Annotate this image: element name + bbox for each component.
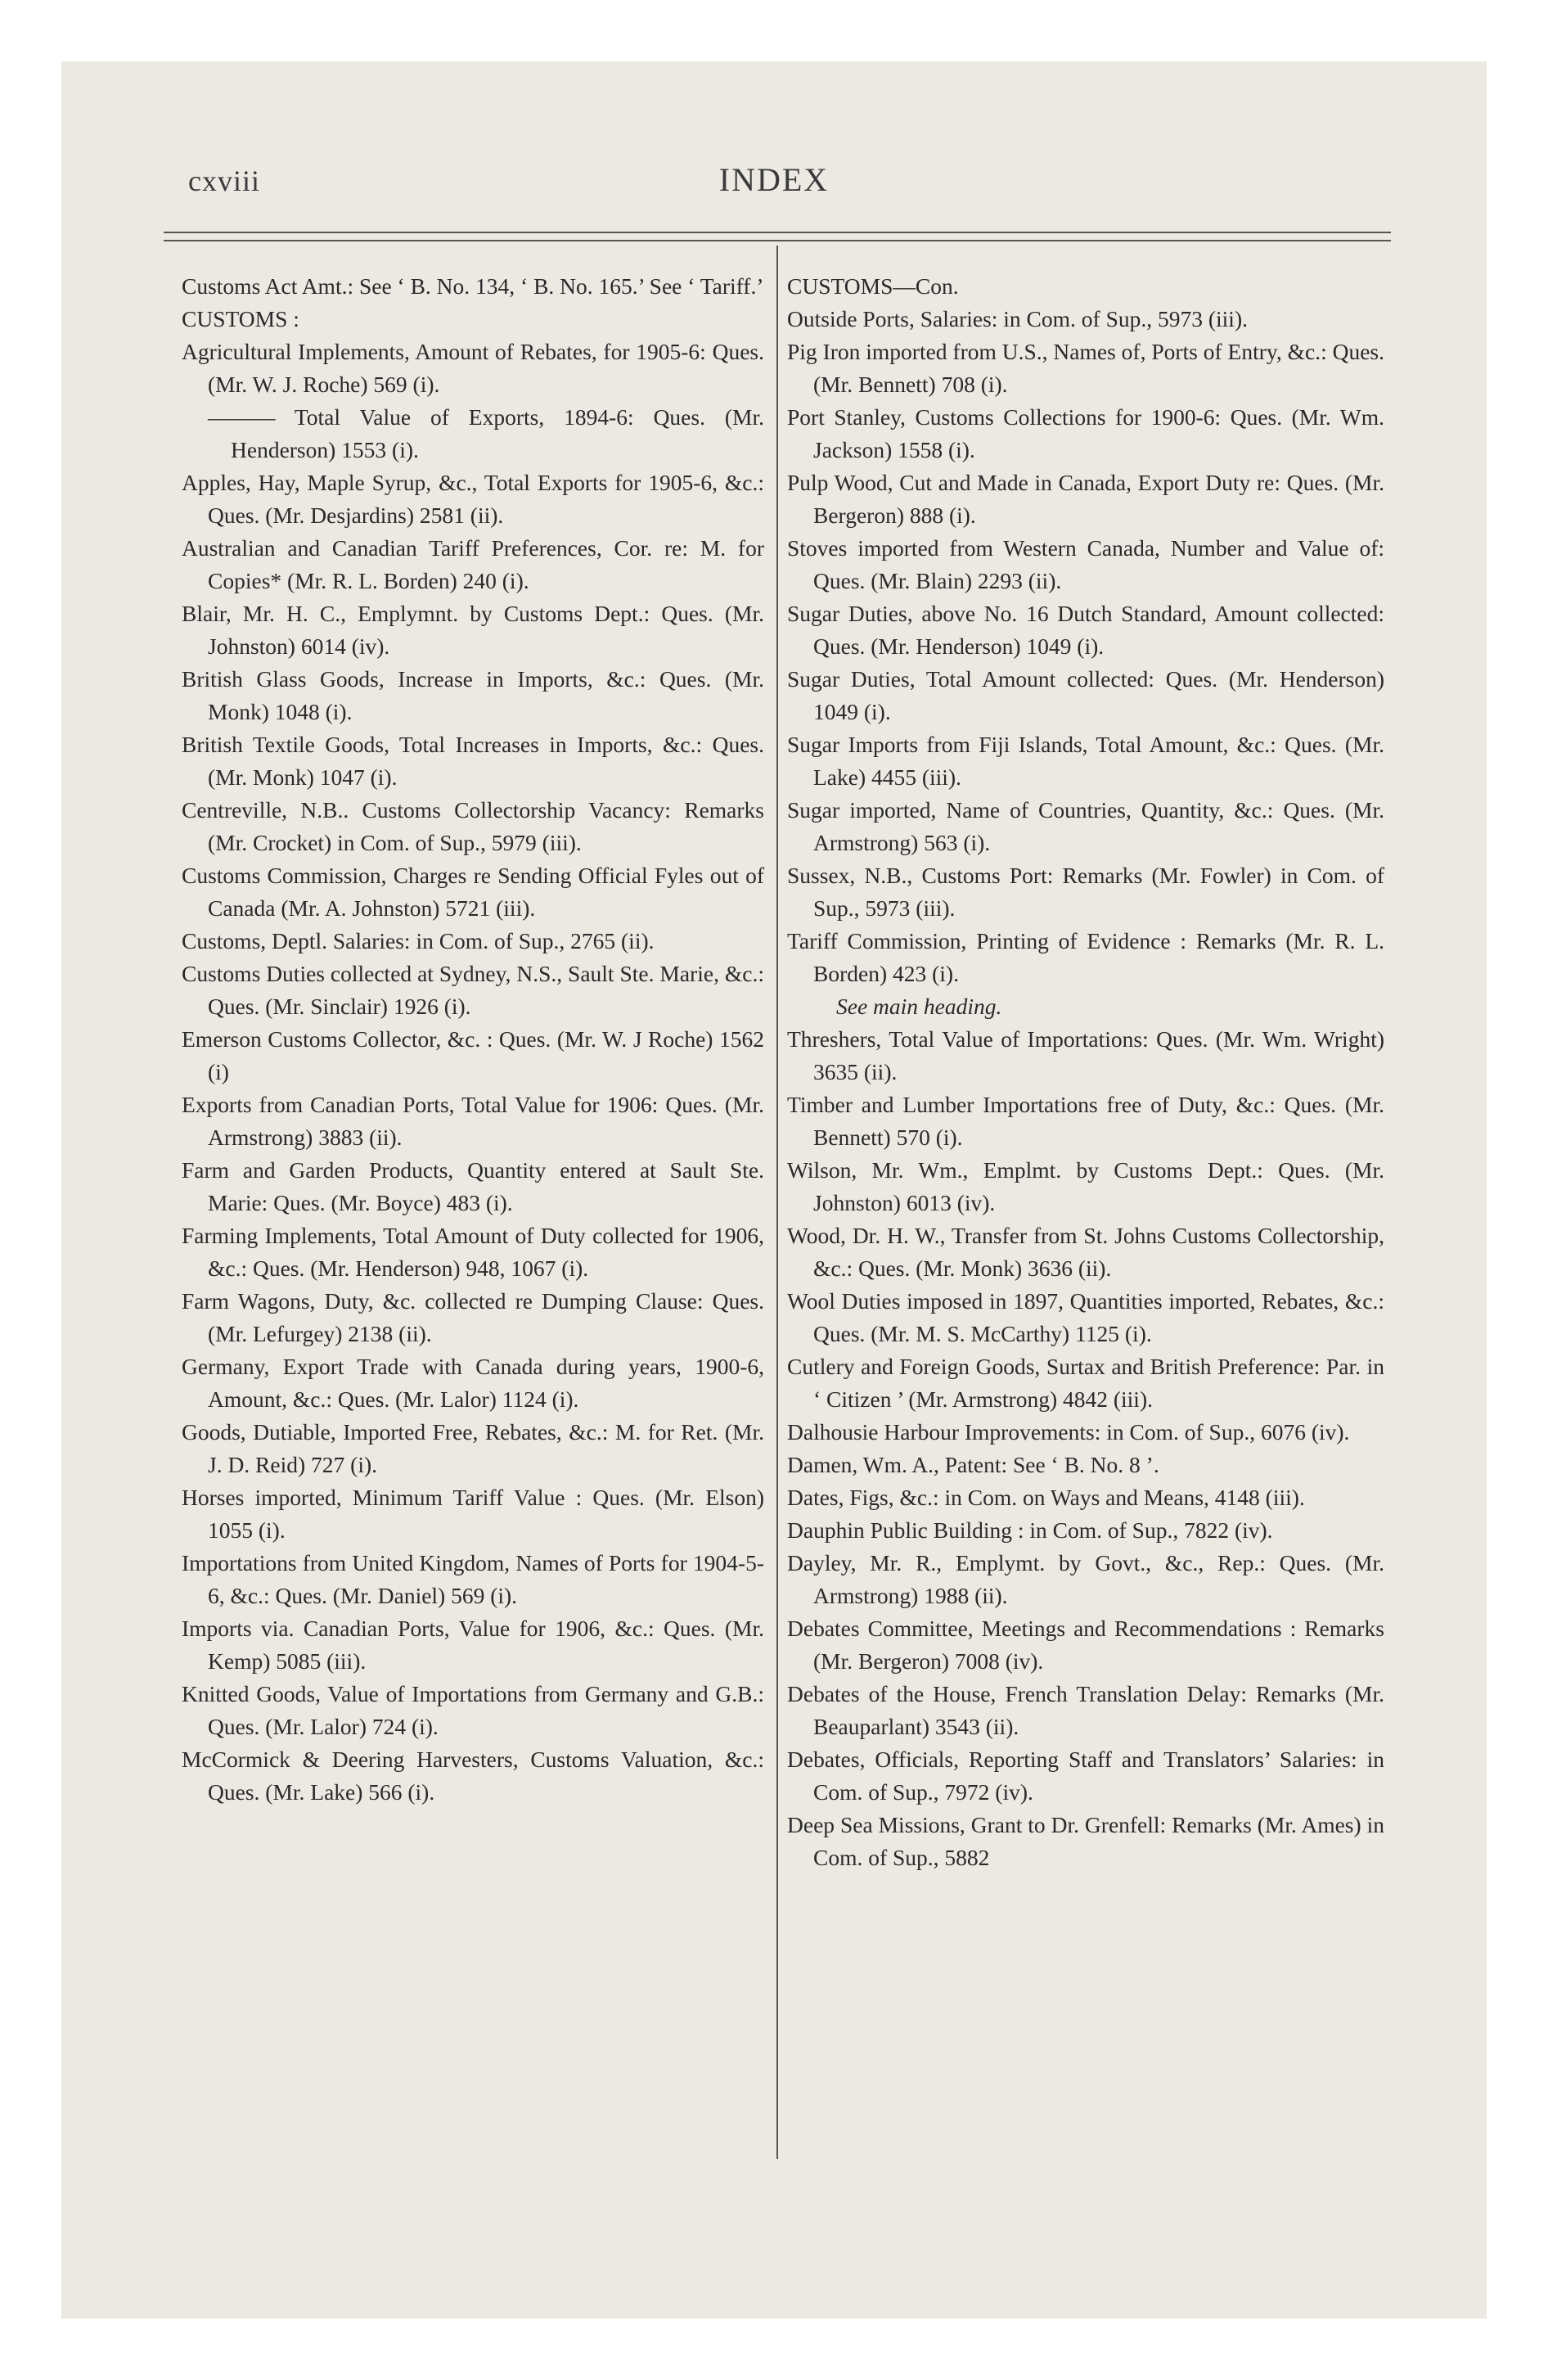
index-entry: Goods, Dutiable, Imported Free, Rebates, &c.: M. for Ret. (Mr. J. D. Reid) 727 (i). [182,1419,764,1477]
index-entry: Apples, Hay, Maple Syrup, &c., Total Exports for 1905-6, &c.: Ques. (Mr. Desjardins) 2581 (ii). [182,470,764,528]
index-entry: Tariff Commission, Printing of Evidence : Remarks (Mr. R. L. Borden) 423 (i). [787,928,1384,986]
index-entry: Australian and Canadian Tariff Preferences, Cor. re: M. for Copies* (Mr. R. L. Borden) 240 (i). [182,535,764,593]
index-entry: Dauphin Public Building : in Com. of Sup., 7822 (iv). [787,1517,1273,1543]
index-entry: British Glass Goods, Increase in Imports, &c.: Ques. (Mr. Monk) 1048 (i). [182,666,764,724]
index-entry: Sugar imported, Name of Countries, Quantity, &c.: Ques. (Mr. Armstrong) 563 (i). [787,797,1384,855]
index-entry: Knitted Goods, Value of Importations from Germany and G.B.: Ques. (Mr. Lalor) 724 (i). [182,1681,764,1739]
index-entry: Horses imported, Minimum Tariff Value : Ques. (Mr. Elson) 1055 (i). [182,1485,764,1543]
index-entry: Debates, Officials, Reporting Staff and Translators’ Salaries: in Com. of Sup., 7972 (iv). [787,1747,1384,1805]
index-entry: Wool Duties imposed in 1897, Quantities imported, Rebates, &c.: Ques. (Mr. M. S. McCarthy) 1125 (i). [787,1288,1384,1346]
index-entry: Customs Act Amt.: See ‘ B. No. 134, ‘ B. No. 165.’ See ‘ Tariff.’ [182,273,764,299]
column-divider [776,246,778,2159]
index-entry: Emerson Customs Collector, &c. : Ques. (Mr. W. J Roche) 1562 (i) [182,1026,764,1084]
index-entry: Farm and Garden Products, Quantity entered at Sault Ste. Marie: Ques. (Mr. Boyce) 483 (i). [182,1157,764,1215]
index-entry: Imports via. Canadian Ports, Value for 1906, &c.: Ques. (Mr. Kemp) 5085 (iii). [182,1616,764,1674]
index-entry: Wood, Dr. H. W., Transfer from St. Johns Customs Collectorship, &c.: Ques. (Mr. Monk) 3636 (ii). [787,1223,1384,1281]
index-entry: Debates of the House, French Translation Delay: Remarks (Mr. Beauparlant) 3543 (ii). [787,1681,1384,1739]
index-entry: Dalhousie Harbour Improvements: in Com. of Sup., 6076 (iv). [787,1419,1350,1445]
index-entry: Customs Commission, Charges re Sending Official Fyles out of Canada (Mr. A. Johnston) 5721 (iii). [182,863,764,921]
index-entry: Threshers, Total Value of Importations: Ques. (Mr. Wm. Wright) 3635 (ii). [787,1026,1384,1084]
index-entry: Damen, Wm. A., Patent: See ‘ B. No. 8 ’. [787,1452,1159,1477]
index-entry: McCormick & Deering Harvesters, Customs Valuation, &c.: Ques. (Mr. Lake) 566 (i). [182,1747,764,1805]
header-rule-top [164,232,1391,233]
index-entry: Dates, Figs, &c.: in Com. on Ways and Means, 4148 (iii). [787,1485,1305,1510]
index-entry: Sugar Duties, Total Amount collected: Ques. (Mr. Henderson) 1049 (i). [787,666,1384,724]
index-entry: Timber and Lumber Importations free of Duty, &c.: Ques. (Mr. Bennett) 570 (i). [787,1092,1384,1150]
index-entry: Centreville, N.B.. Customs Collectorship Vacancy: Remarks (Mr. Crocket) in Com. of Sup., 5979 (iii). [182,797,764,855]
index-entry: Debates Committee, Meetings and Recommendations : Remarks (Mr. Bergeron) 7008 (iv). [787,1616,1384,1674]
index-entry: Stoves imported from Western Canada, Number and Value of: Ques. (Mr. Blain) 2293 (ii). [787,535,1384,593]
index-entry: Importations from United Kingdom, Names of Ports for 1904-5-6, &c.: Ques. (Mr. Daniel) 569 (i). [182,1550,764,1608]
page-number: cxviii [188,165,260,197]
index-entry: Farm Wagons, Duty, &c. collected re Dumping Clause: Ques. (Mr. Lefurgey) 2138 (ii). [182,1288,764,1346]
section-heading-continued: CUSTOMS—Con. [787,273,959,299]
index-entry: Sugar Imports from Fiji Islands, Total Amount, &c.: Ques. (Mr. Lake) 4455 (iii). [787,732,1384,790]
index-entry: Dayley, Mr. R., Emplymt. by Govt., &c., Rep.: Ques. (Mr. Armstrong) 1988 (ii). [787,1550,1384,1608]
index-entry: Cutlery and Foreign Goods, Surtax and British Preference: Par. in ‘ Citizen ’ (Mr. Armstrong) 4842 (iii). [787,1354,1384,1412]
index-entry: Deep Sea Missions, Grant to Dr. Grenfell: Remarks (Mr. Ames) in Com. of Sup., 5882 [787,1812,1384,1870]
index-entry: Outside Ports, Salaries: in Com. of Sup., 5973 (iii). [787,306,1248,331]
index-entry: Blair, Mr. H. C., Emplymnt. by Customs Dept.: Ques. (Mr. Johnston) 6014 (iv). [182,601,764,659]
index-entry: Wilson, Mr. Wm., Emplmt. by Customs Dept.: Ques. (Mr. Johnston) 6013 (iv). [787,1157,1384,1215]
header-rule-bottom [164,240,1391,241]
index-entry: Sugar Duties, above No. 16 Dutch Standard, Amount collected: Ques. (Mr. Henderson) 1049 (i). [787,601,1384,659]
page-title: INDEX [718,161,830,198]
left-column [182,270,764,1809]
index-entry: Pulp Wood, Cut and Made in Canada, Export Duty re: Ques. (Mr. Bergeron) 888 (i). [787,470,1384,528]
index-entry: Customs, Deptl. Salaries: in Com. of Sup., 2765 (ii). [182,928,655,953]
index-entry: Agricultural Implements, Amount of Rebates, for 1905-6: Ques. (Mr. W. J. Roche) 569 (i). [182,339,764,397]
index-subentry: ——— Total Value of Exports, 1894-6: Ques. (Mr. Henderson) 1553 (i). [208,404,764,462]
index-entry: Germany, Export Trade with Canada during years, 1900-6, Amount, &c.: Ques. (Mr. Lalor) 1124 (i). [182,1354,764,1412]
right-column [787,270,1384,1874]
index-entry: Sussex, N.B., Customs Port: Remarks (Mr. Fowler) in Com. of Sup., 5973 (iii). [787,863,1384,921]
index-entry: Customs Duties collected at Sydney, N.S., Sault Ste. Marie, &c.: Ques. (Mr. Sinclair) 1926 (i). [182,961,764,1019]
section-heading: CUSTOMS : [182,306,299,331]
index-entry: Exports from Canadian Ports, Total Value for 1906: Ques. (Mr. Armstrong) 3883 (ii). [182,1092,764,1150]
index-entry: Farming Implements, Total Amount of Duty collected for 1906, &c.: Ques. (Mr. Henderson) 948, 1067 (i). [182,1223,764,1281]
index-entry: Port Stanley, Customs Collections for 1900-6: Ques. (Mr. Wm. Jackson) 1558 (i). [787,404,1384,462]
see-reference: See main heading. [836,994,1002,1019]
index-entry: Pig Iron imported from U.S., Names of, Ports of Entry, &c.: Ques. (Mr. Bennett) 708 (i). [787,339,1384,397]
index-entry: British Textile Goods, Total Increases in Imports, &c.: Ques. (Mr. Monk) 1047 (i). [182,732,764,790]
